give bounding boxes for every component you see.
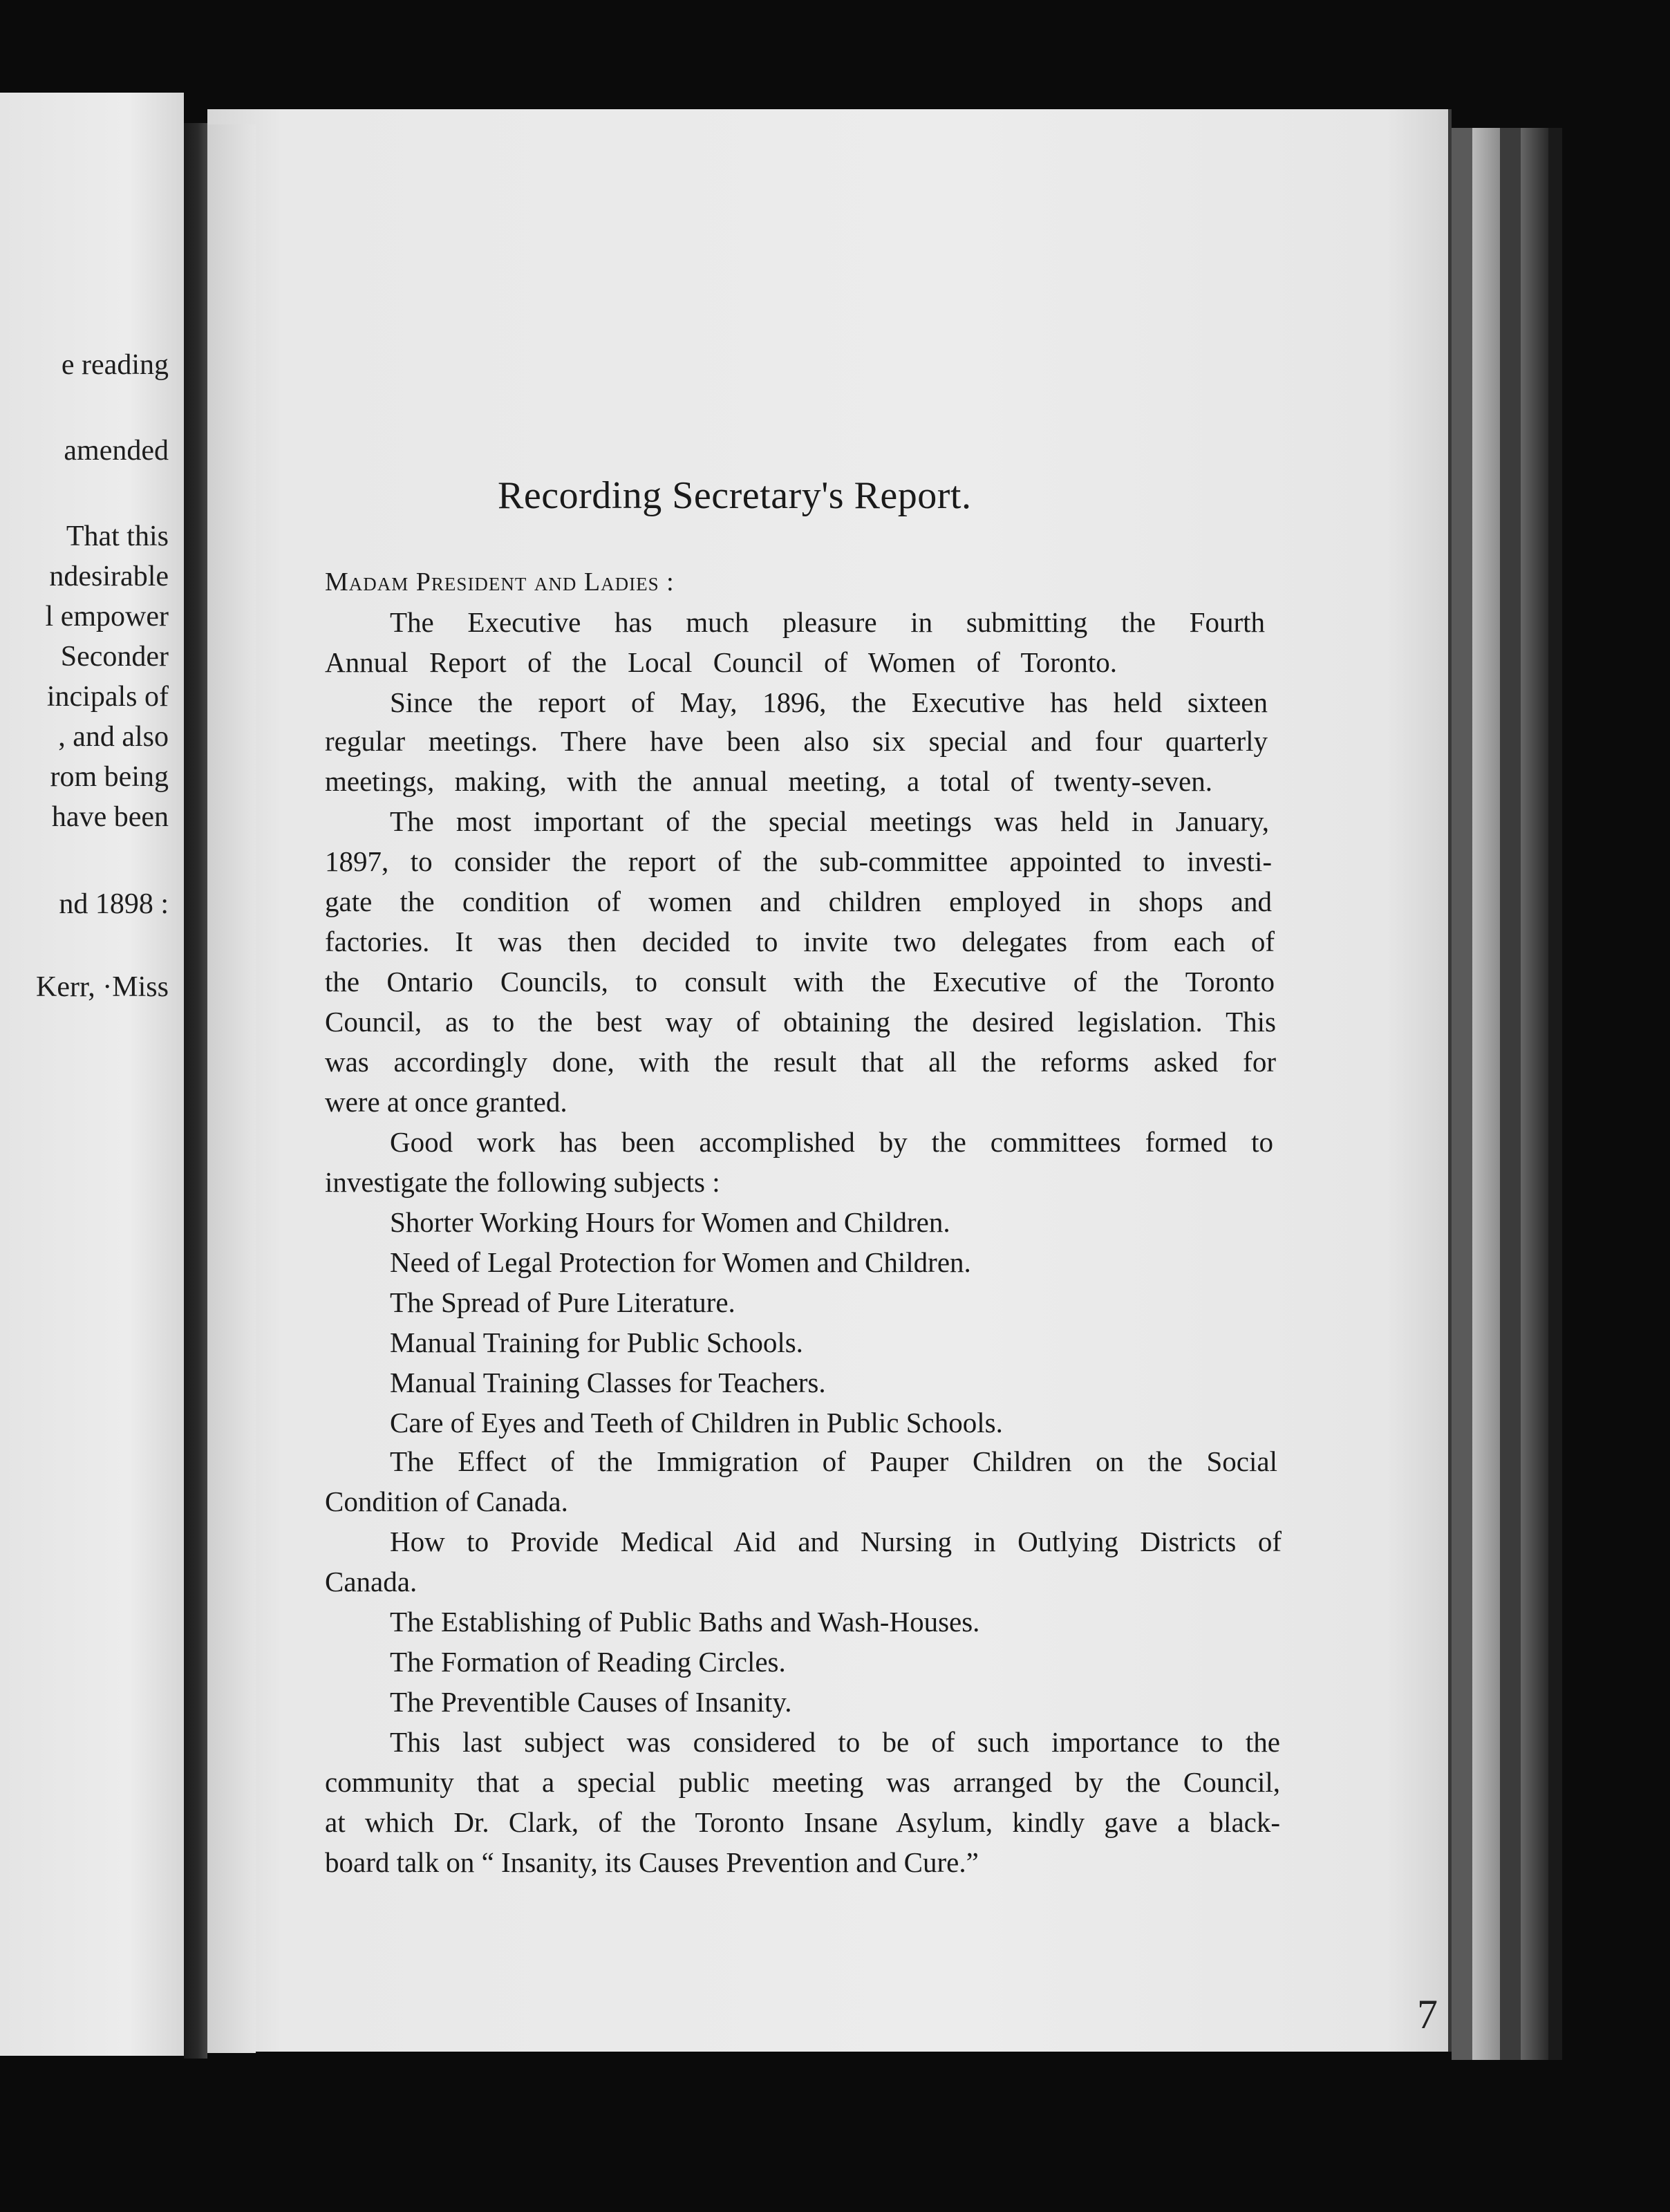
previous-page-fragment xyxy=(0,93,184,2056)
subject-item: The Preventible Causes of Insanity. xyxy=(390,1686,792,1718)
report-line: at which Dr. Clark, of the Toronto Insane Asylum, kindly gave a black- xyxy=(325,1806,1280,1838)
page-edge xyxy=(1452,128,1472,2060)
left-page-line: ndesirable xyxy=(49,561,169,592)
report-line: was accordingly done, with the result that all the reforms asked for xyxy=(325,1046,1276,1078)
left-page-line: Seconder xyxy=(60,641,169,673)
subject-item: Manual Training Classes for Teachers. xyxy=(390,1367,826,1398)
report-line: meetings, making, with the annual meeting, a total of twenty-seven. xyxy=(325,765,1212,797)
left-page-line: nd 1898 : xyxy=(59,888,169,920)
subject-item: Shorter Working Hours for Women and Children. xyxy=(390,1206,950,1238)
page-edge xyxy=(1521,128,1548,2060)
report-line: 1897, to consider the report of the sub-committee appointed to investi- xyxy=(325,845,1272,877)
report-line: community that a special public meeting was arranged by the Council, xyxy=(325,1766,1280,1798)
left-page-line: amended xyxy=(64,435,169,467)
page-mark: 7 xyxy=(1417,1991,1438,2037)
subject-item-continuation: Condition of Canada. xyxy=(325,1485,568,1517)
report-line: Since the report of May, 1896, the Executive has held sixteen xyxy=(390,686,1268,718)
left-page-line: , and also xyxy=(58,721,169,753)
report-line: investigate the following subjects : xyxy=(325,1166,720,1198)
report-line: were at once granted. xyxy=(325,1086,567,1118)
subject-item: The Formation of Reading Circles. xyxy=(390,1646,786,1678)
page-edge xyxy=(1548,128,1562,2060)
report-line: Good work has been accomplished by the committees formed to xyxy=(390,1126,1273,1158)
left-page-line: That this xyxy=(66,521,169,552)
subject-item: The Effect of the Immigration of Pauper Children on the Social xyxy=(390,1445,1277,1477)
subject-item: The Establishing of Public Baths and Wash-Houses. xyxy=(390,1606,980,1638)
subject-item: The Spread of Pure Literature. xyxy=(390,1286,735,1318)
subject-item: Manual Training for Public Schools. xyxy=(390,1327,803,1358)
subject-item-continuation: Canada. xyxy=(325,1566,418,1597)
report-line: The Executive has much pleasure in submitting the Fourth xyxy=(390,606,1265,638)
report-line: The most important of the special meetings was held in January, xyxy=(390,805,1269,837)
book-gutter xyxy=(184,123,207,2059)
subject-item: Care of Eyes and Teeth of Children in Public Schools. xyxy=(390,1407,1003,1438)
page-title: Recording Secretary's Report. xyxy=(498,474,972,517)
salutation: Madam President and Ladies : xyxy=(325,568,675,597)
report-line: factories. It was then decided to invite two delegates from each of xyxy=(325,926,1275,957)
subject-item: How to Provide Medical Aid and Nursing in Outlying Districts of xyxy=(390,1526,1282,1557)
report-line: regular meetings. There have been also six special and four quarterly xyxy=(325,725,1268,757)
left-page-line: have been xyxy=(51,801,169,833)
page-edge xyxy=(1500,128,1521,2060)
report-line: Annual Report of the Local Council of Women of Toronto. xyxy=(325,646,1117,678)
report-line: Council, as to the best way of obtaining the desired legislation. This xyxy=(325,1006,1276,1038)
report-line: board talk on “ Insanity, its Causes Prevention and Cure.” xyxy=(325,1846,979,1878)
report-line: gate the condition of women and children employed in shops and xyxy=(325,885,1272,917)
gutter-shadow xyxy=(207,124,256,2053)
report-line: the Ontario Councils, to consult with the Executive of the Toronto xyxy=(325,966,1275,997)
page-edge xyxy=(1472,128,1500,2060)
left-page-line: l empower xyxy=(45,601,169,632)
subject-item: Need of Legal Protection for Women and Children. xyxy=(390,1246,971,1278)
report-page xyxy=(207,109,1452,2052)
left-page-line: e reading xyxy=(61,349,169,381)
report-line: This last subject was considered to be of such importance to the xyxy=(390,1726,1280,1758)
left-page-line: rom being xyxy=(50,761,169,793)
left-page-line: incipals of xyxy=(46,681,169,713)
left-page-line: Kerr, ·Miss xyxy=(36,971,169,1003)
